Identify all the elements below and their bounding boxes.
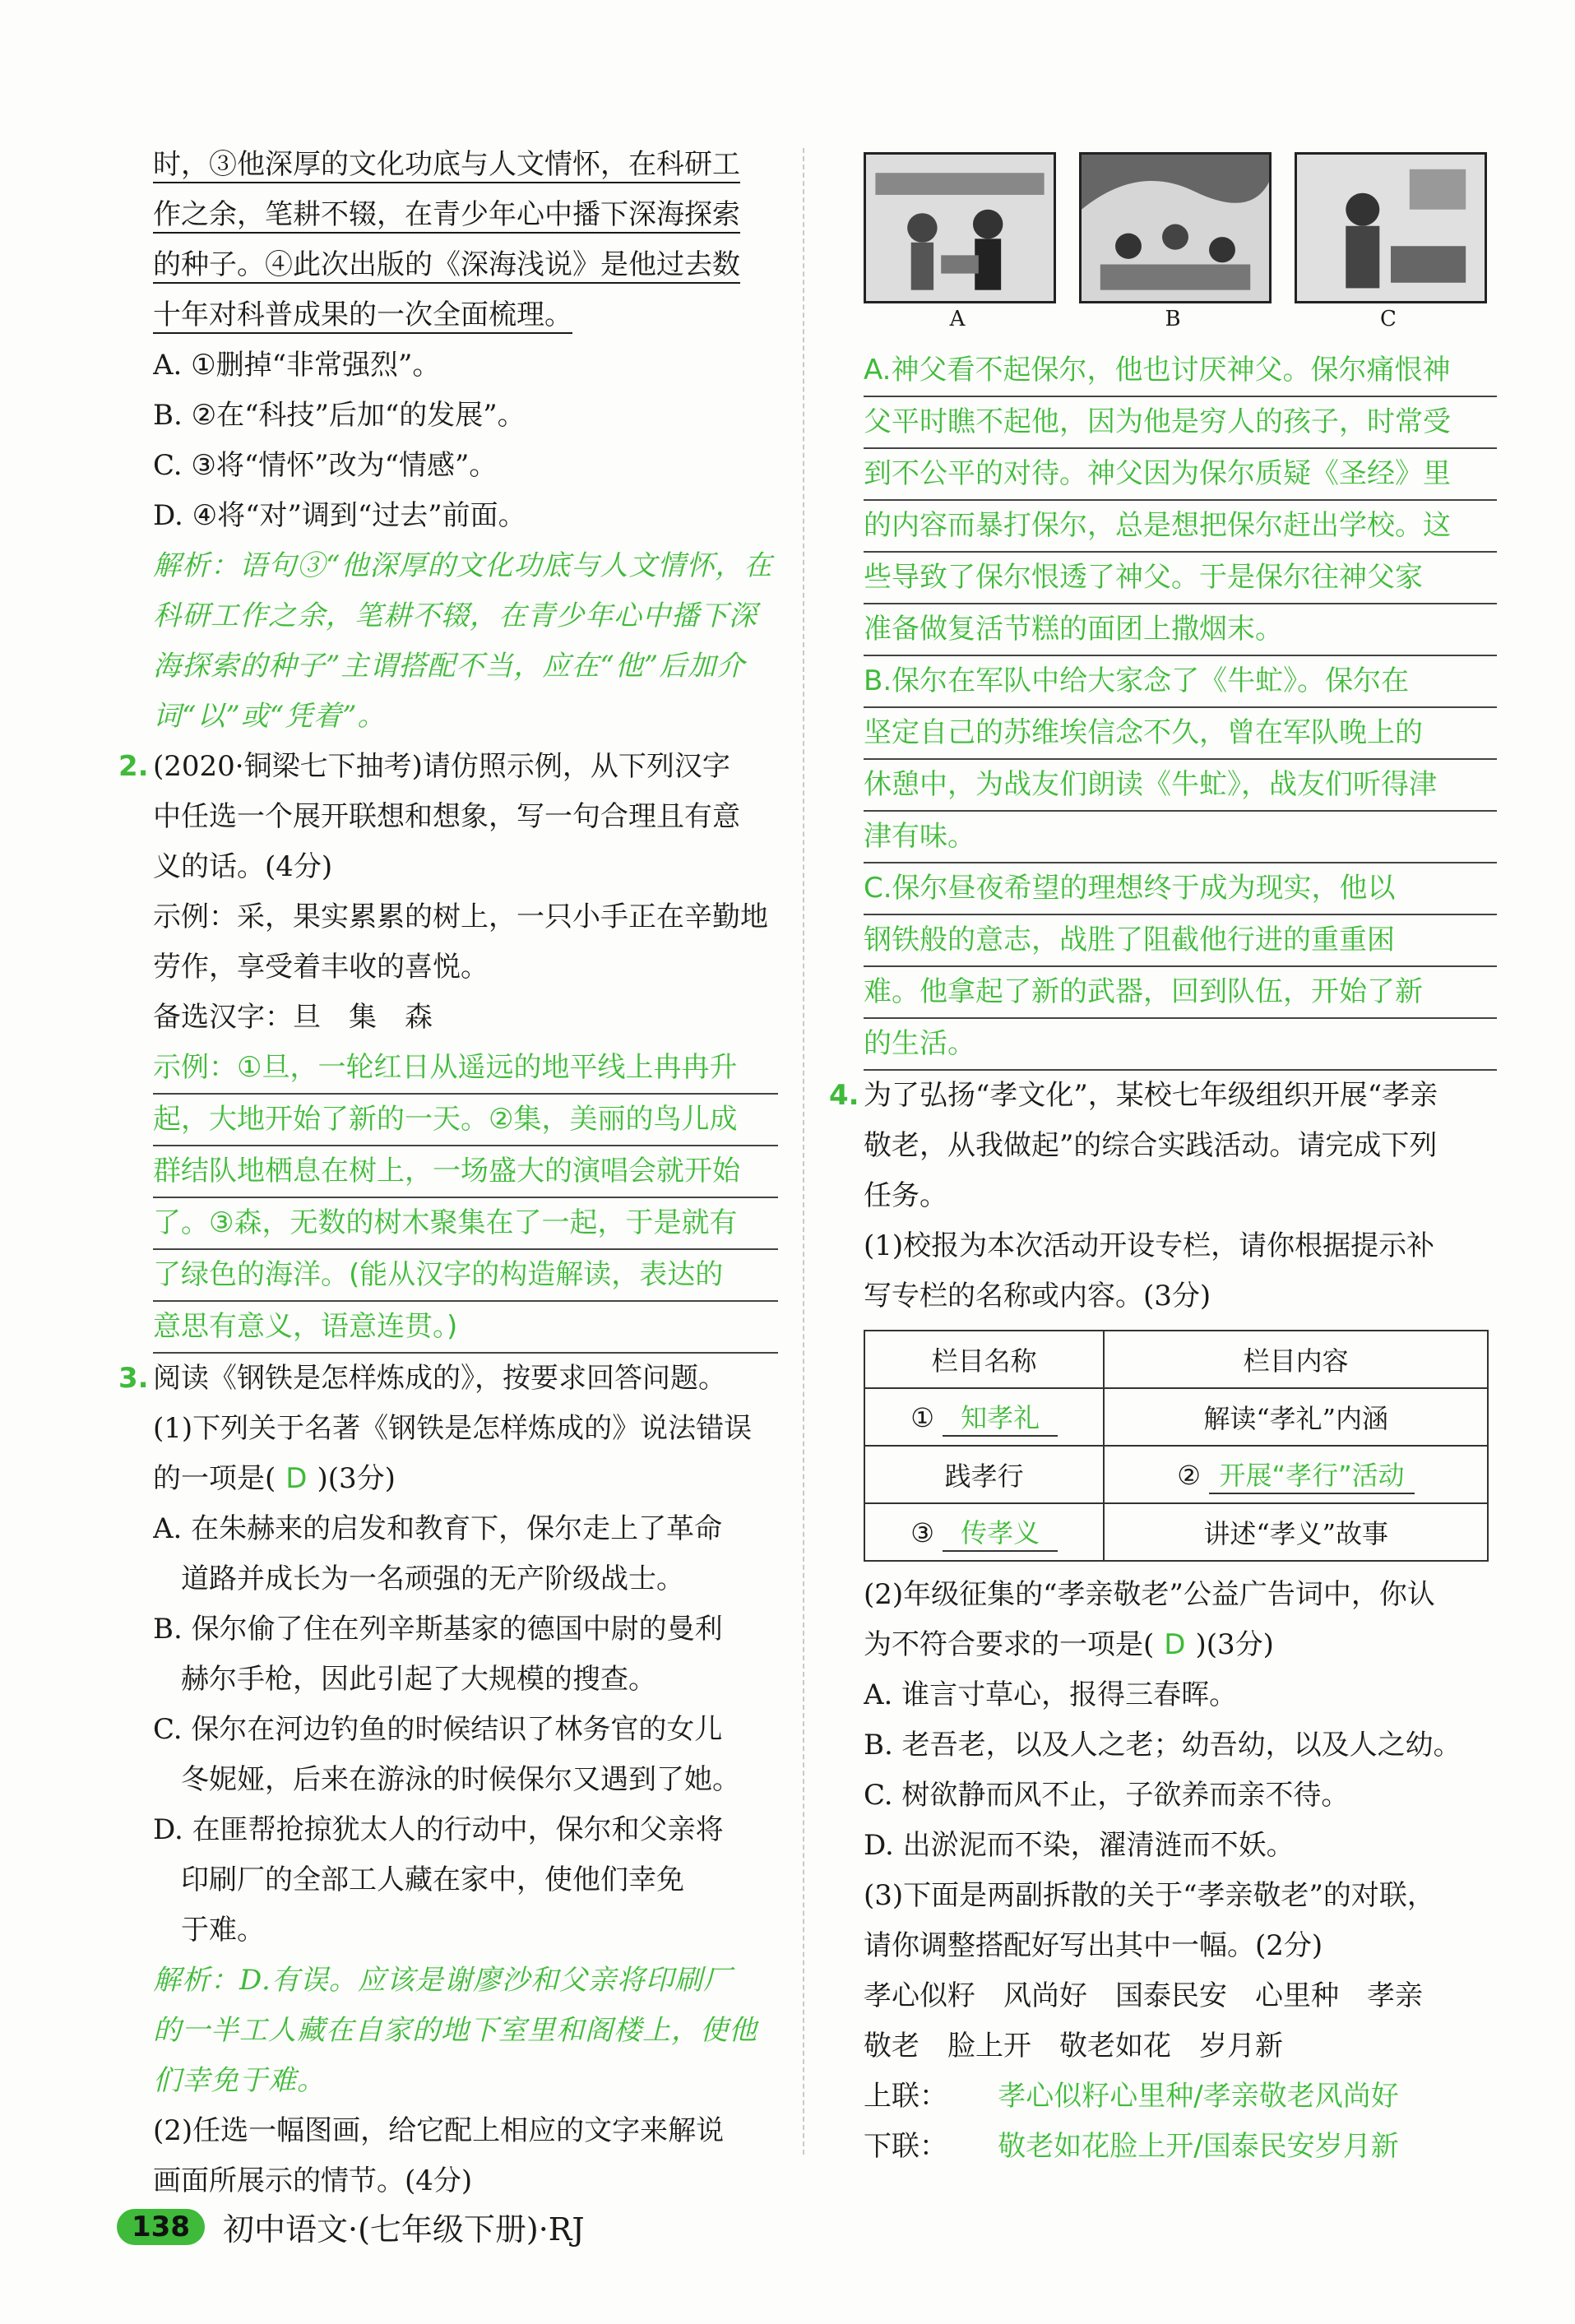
table-row <box>864 1446 1488 1503</box>
illustration-label-c: C <box>1380 307 1397 331</box>
upper-label: 上联： <box>864 2080 947 2113</box>
table-cell <box>1104 1446 1488 1503</box>
column-table <box>864 1330 1489 1562</box>
q4-option-a: A. 谁言寸草心，报得三春晖。 <box>864 1678 1238 1711</box>
q3-option-a: A. 在朱赫来的启发和教育下，保尔走上了革命 <box>153 1512 723 1545</box>
table-cell: 讲述“孝义”故事 <box>1104 1503 1488 1561</box>
q2-answer-line: 意思有意义，语意连贯。) <box>153 1302 778 1354</box>
q3-option-d-cont: 于难。 <box>181 1914 265 1947</box>
pic-answer-c: 的生活。 <box>864 1019 1497 1071</box>
q2-example: 劳作，享受着丰收的喜悦。 <box>153 951 489 984</box>
table-header-content: 栏目内容 <box>1104 1331 1488 1388</box>
blank-answer: 知孝礼 <box>943 1397 1058 1437</box>
q1-analysis-line: 海探索的种子”主谓搭配不当，应在“他”后加介 <box>153 650 746 683</box>
upper-answer: 孝心似籽心里种/孝亲敬老风尚好 <box>947 2072 1449 2122</box>
illustration-label-a: A <box>949 307 966 331</box>
pic-answer-c: 难。他拿起了新的武器，回到队伍，开始了新 <box>864 967 1497 1019</box>
q3-option-b: B. 保尔偷了住在列辛斯基家的德国中尉的曼利 <box>153 1613 723 1646</box>
q4-sub2-line2 <box>864 1620 1497 1670</box>
book-title: 初中语文·(七年级下册)·RJ <box>222 2211 585 2248</box>
blank-number: ② <box>1177 1460 1201 1491</box>
q4-line: 任务。 <box>864 1179 947 1212</box>
q4-line: 敬老，从我做起”的综合实践活动。请完成下列 <box>864 1129 1438 1162</box>
page-footer <box>117 2204 585 2249</box>
lower-answer: 敬老如花脸上开/国泰民安岁月新 <box>947 2122 1449 2172</box>
blank-number: ① <box>910 1402 934 1433</box>
q2-answer-line: 了。③森，无数的树木聚集在了一起，于是就有 <box>153 1198 778 1250</box>
q4-option-c: C. 树欲静而风不止，子欲养而亲不待。 <box>864 1779 1350 1812</box>
intro-line: 作之余，笔耕不辍，在青少年心中播下深海探索 <box>153 198 740 231</box>
q3-sub2: 画面所展示的情节。(4分) <box>153 2164 473 2197</box>
q3-sub2: (2)任选一幅图画，给它配上相应的文字来解说 <box>153 2114 725 2147</box>
q2-line: 2. (2020·铜梁七下抽考)请仿照示例，从下列汉字 <box>118 750 730 783</box>
lower-label: 下联： <box>864 2130 947 2163</box>
q4-sub2-text: 为不符合要求的一项是( <box>864 1628 1155 1661</box>
q2-candidates: 备选汉字：旦 集 森 <box>153 1001 433 1034</box>
q3-option-a-cont: 道路并成长为一名顽强的无产阶级战士。 <box>181 1562 684 1595</box>
q3-sub1-answer: D <box>285 1462 308 1495</box>
intro-line: 十年对科普成果的一次全面梳理。 <box>153 299 572 331</box>
q3-title: 3. 阅读《钢铁是怎样炼成的》，按要求回答问题。 <box>118 1362 726 1395</box>
right-column <box>829 140 1497 2172</box>
left-column <box>118 140 778 2206</box>
q4-sub3: 请你调整搭配好写出其中一幅。(2分) <box>864 1929 1323 1962</box>
intro-line: 的种子。④此次出版的《深海浅说》是他过去数 <box>153 248 740 281</box>
page-number: 138 <box>117 2209 205 2245</box>
q1-option-d: D. ④将“对”调到“过去”前面。 <box>153 499 526 532</box>
intro-line: 时，③他深厚的文化功底与人文情怀，在科研工 <box>153 148 740 181</box>
q3-option-d: D. 在匪帮抢掠犹太人的行动中，保尔和父亲将 <box>153 1813 724 1846</box>
q2-line: 义的话。(4分) <box>153 850 333 883</box>
q3-sub1-line2 <box>153 1454 778 1504</box>
q1-analysis-line: 科研工作之余，笔耕不辍，在青少年心中播下深 <box>153 600 757 632</box>
pic-answer-b: 津有味。 <box>864 812 1497 863</box>
pic-answer-a: 的内容而暴打保尔，总是想把保尔赶出学校。这 <box>864 501 1497 553</box>
pic-answer-a: A.神父看不起保尔，他也讨厌神父。保尔痛恨神 <box>864 345 1497 397</box>
table-row <box>864 1331 1488 1388</box>
pic-answer-a: 父平时瞧不起他，因为他是穷人的孩子，时常受 <box>864 397 1497 449</box>
table-cell <box>864 1388 1104 1446</box>
table-cell: 践孝行 <box>864 1446 1104 1503</box>
q3-option-c: C. 保尔在河边钓鱼的时候结识了林务官的女儿 <box>153 1713 723 1746</box>
q1-option-b: B. ②在“科技”后加“的发展”。 <box>153 399 526 432</box>
q4-option-d: D. 出淤泥而不染，濯清涟而不妖。 <box>864 1829 1295 1862</box>
q3-analysis-line: 的一半工人藏在自家的地下室里和阁楼上，使他 <box>153 2014 757 2047</box>
q2-answer-line: 示例：①旦，一轮红日从遥远的地平线上冉冉升 <box>153 1043 778 1095</box>
q3-option-b-cont: 赫尔手枪，因此引起了大规模的搜查。 <box>181 1663 656 1696</box>
table-cell: 解读“孝礼”内涵 <box>1104 1388 1488 1446</box>
q3-analysis-line: 们幸免于难。 <box>153 2064 326 2097</box>
q3-option-d-cont: 印刷厂的全部工人藏在家中，使他们幸免 <box>181 1863 684 1896</box>
table-cell <box>864 1503 1104 1561</box>
q4-sub2-answer: D <box>1164 1628 1186 1661</box>
q1-analysis-line: 解析：语句③“他深厚的文化功底与人文情怀，在 <box>153 549 773 582</box>
q4-sub1: 写专栏的名称或内容。(3分) <box>864 1280 1211 1312</box>
table-header-name: 栏目名称 <box>864 1331 1104 1388</box>
pic-answer-b: 休憩中，为战友们朗读《牛虻》，战友们听得津 <box>864 760 1497 812</box>
q2-example: 示例：采，果实累累的树上，一只小手正在辛勤地 <box>153 900 768 933</box>
q2-answer-line: 了绿色的海洋。(能从汉字的构造解读，表达的 <box>153 1250 778 1302</box>
blank-number: ③ <box>910 1517 934 1549</box>
pic-answer-c: 钢铁般的意志，战胜了阻截他行进的重重困 <box>864 915 1497 967</box>
pic-answer-b: B.保尔在军队中给大家念了《牛虻》。保尔在 <box>864 656 1497 708</box>
q3-analysis-line: 解析：D.有误。应该是谢廖沙和父亲将印刷厂 <box>153 1964 732 1997</box>
pic-answer-a: 准备做复活节糕的面团上撒烟末。 <box>864 604 1497 656</box>
q2-line: 中任选一个展开联想和想象，写一句合理且有意 <box>153 800 740 833</box>
illustration-c <box>1295 152 1487 303</box>
q4-line: 4. 为了弘扬“孝文化”，某校七年级组织开展“孝亲 <box>829 1079 1438 1112</box>
q4-text: 为了弘扬“孝文化”，某校七年级组织开展“孝亲 <box>864 1079 1438 1112</box>
couplet-words: 敬老 脸上开 敬老如花 岁月新 <box>864 2030 1283 2062</box>
q3-option-c-cont: 冬妮娅，后来在游泳的时候保尔又遇到了她。 <box>181 1763 740 1796</box>
illustration-a <box>864 152 1056 303</box>
q4-sub2-score: )(3分) <box>1195 1628 1274 1661</box>
q2-answer-line: 群结队地栖息在树上，一场盛大的演唱会就开始 <box>153 1146 778 1198</box>
column-divider <box>803 148 804 2155</box>
pic-answer-a: 到不公平的对待。神父因为保尔质疑《圣经》里 <box>864 449 1497 501</box>
table-row <box>864 1388 1488 1446</box>
q3-title-text: 阅读《钢铁是怎样炼成的》，按要求回答问题。 <box>153 1362 726 1395</box>
q1-analysis-line: 词“以”或“凭着”。 <box>153 700 387 733</box>
lower-couplet <box>864 2122 1497 2172</box>
q3-sub1-score: )(3分) <box>317 1462 396 1495</box>
pic-answer-a: 些导致了保尔恨透了神父。于是保尔往神父家 <box>864 553 1497 604</box>
q3-sub1-text: 的一项是( <box>153 1462 276 1495</box>
q3-sub1: (1)下列关于名著《钢铁是怎样炼成的》说法错误 <box>153 1412 753 1445</box>
blank-answer: 传孝义 <box>943 1512 1058 1552</box>
table-row <box>864 1503 1488 1561</box>
q4-sub1: (1)校报为本次活动开设专栏，请你根据提示补 <box>864 1229 1435 1262</box>
pic-answer-c: C.保尔昼夜希望的理想终于成为现实，他以 <box>864 863 1497 915</box>
q1-option-a: A. ①删掉“非常强烈”。 <box>153 349 441 382</box>
q2-text: (2020·铜梁七下抽考)请仿照示例，从下列汉字 <box>153 750 730 783</box>
q4-sub2: (2)年级征集的“孝亲敬老”公益广告词中，你认 <box>864 1578 1435 1611</box>
illustration-b <box>1079 152 1272 303</box>
q1-option-c: C. ③将“情怀”改为“情感”。 <box>153 449 498 482</box>
q2-answer-line: 起，大地开始了新的一天。②集，美丽的鸟儿成 <box>153 1095 778 1146</box>
pic-answer-b: 坚定自己的苏维埃信念不久，曾在军队晚上的 <box>864 708 1497 760</box>
q4-sub3: (3)下面是两副拆散的关于“孝亲敬老”的对联， <box>864 1879 1435 1912</box>
blank-answer: 开展“孝行”活动 <box>1209 1455 1415 1494</box>
illustrations <box>864 140 1497 345</box>
couplet-words: 孝心似籽 风尚好 国泰民安 心里种 孝亲 <box>864 1979 1423 2012</box>
upper-couplet <box>864 2072 1497 2122</box>
illustration-label-b: B <box>1165 307 1181 331</box>
q4-option-b: B. 老吾老，以及人之老；幼吾幼，以及人之幼。 <box>864 1729 1462 1762</box>
